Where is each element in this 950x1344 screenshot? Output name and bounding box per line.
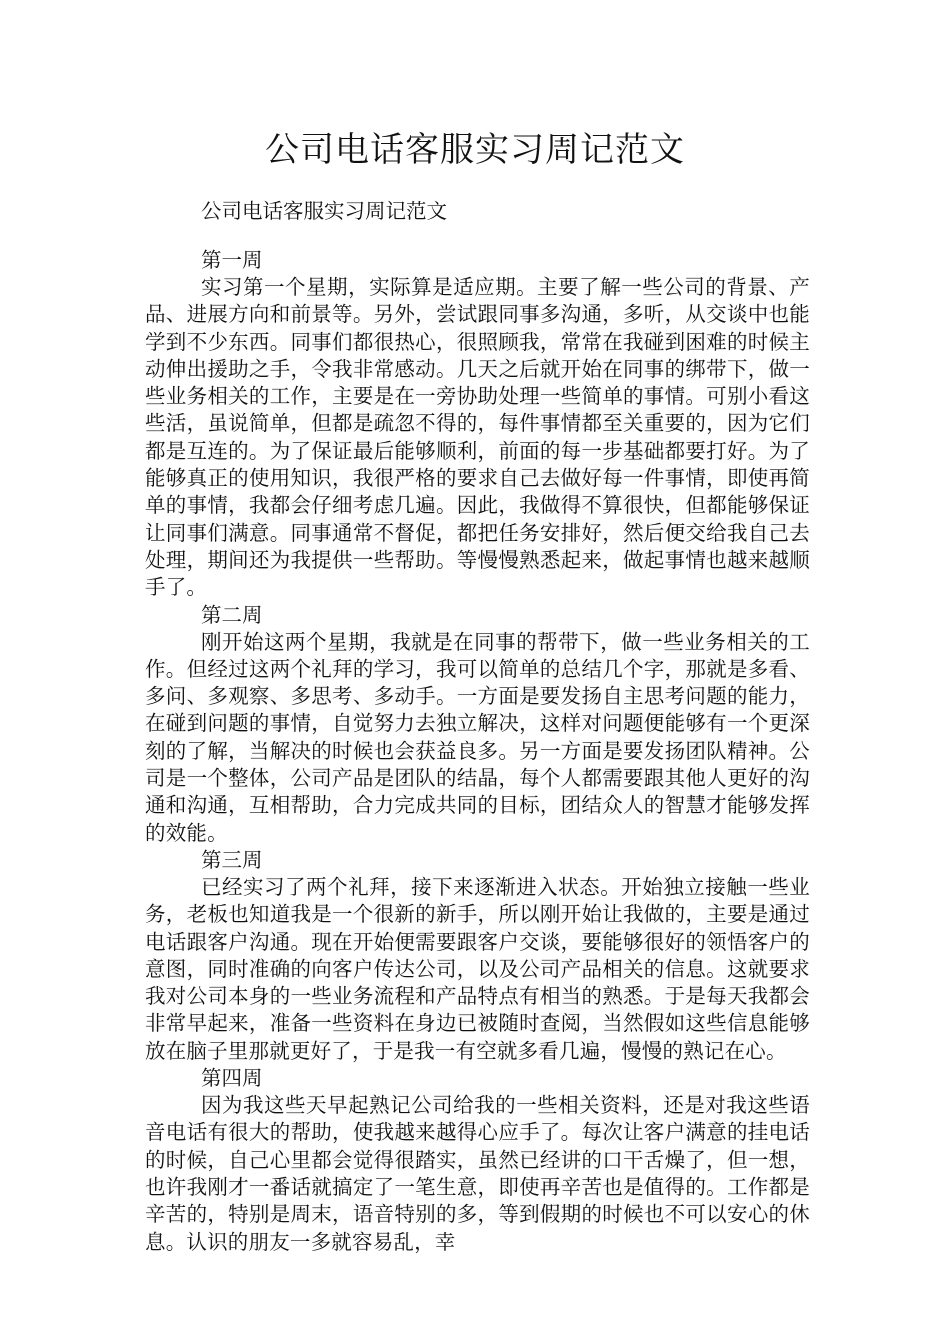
- section-week-3: [145, 847, 810, 1065]
- section-paragraph: 已经实习了两个礼拜，接下来逐渐进入状态。开始独立接触一些业务，老板也知道我是一个很新的新手，所以刚开始让我做的，主要是通过电话跟客户沟通。现在开始便需要跟客户交谈，要能够很好的领悟客户的意图，同时准确的向客户传达公司，以及公司产品相关的信息。这就要求我对公司本身的一些业务流程和产品特点有相当的熟悉。于是每天我都会非常早起来，准备一些资料在身边已被随时查阅，当然假如这些信息能够放在脑子里那就更好了，于是我一有空就多看几遍，慢慢的熟记在心。: [145, 874, 810, 1063]
- section-heading: 第一周: [201, 248, 263, 272]
- section-week-4: [145, 1065, 810, 1256]
- document-body: [145, 198, 810, 1256]
- section-heading: 第二周: [201, 602, 263, 627]
- section-week-2: [145, 602, 810, 847]
- section-paragraph: 刚开始这两个星期，我就是在同事的帮带下，做一些业务相关的工作。但经过这两个礼拜的学习，我可以简单的总结几个字，那就是多看、多问、多观察、多思考、多动手。一方面是要发扬自主思考问题的能力，在碰到问题的事情，自觉努力去独立解决，这样对问题便能够有一个更深刻的了解，当解决的时候也会获益良多。另一方面是要发扬团队精神。公司是一个整体，公司产品是团队的结晶，每个人都需要跟其他人更好的沟通和沟通，互相帮助，合力完成共同的目标，团结众人的智慧才能够发挥的效能。: [145, 629, 810, 845]
- blank-line: [145, 225, 810, 247]
- section-paragraph: 实习第一个星期，实际算是适应期。主要了解一些公司的背景、产品、进展方向和前景等。另外，尝试跟同事多沟通，多听，从交谈中也能学到不少东西。同事们都很热心，很照顾我，常常在我碰到困难的时候主动伸出援助之手，令我非常感动。几天之后就开始在同事的绑带下，做一些业务相关的工作，主要是在一旁协助处理一些简单的事情。可别小看这些活，虽说简单，但都是疏忽不得的，每件事情都至关重要的，因为它们都是互连的。为了保证最后能够顺利，前面的每一步基础都要打好。为了能够真正的使用知识，我很严格的要求自己去做好每一件事情，即使再简单的事情，我都会仔细考虑几遍。因此，我做得不算很快，但都能够保证让同事们满意。同事通常不督促，都把任务安排好，然后便交给我自己去处理，期间还为我提供一些帮助。等慢慢熟悉起来，做起事情也越来越顺手了。: [145, 275, 810, 600]
- section-heading: 第三周: [201, 847, 263, 872]
- section-week-1: [145, 247, 810, 602]
- section-heading: 第四周: [201, 1066, 263, 1091]
- page-title: 公司电话客服实习周记范文: [265, 130, 685, 170]
- section-paragraph: 因为我这些天早起熟记公司给我的一些相关资料，还是对我这些语音电话有很大的帮助，使我越来越得心应手了。每次让客户满意的挂电话的时候，自己心里都会觉得很踏实，虽然已经讲的口干舌燥了，但一想，也许我刚才一番话就搞定了一笔生意，即使再辛苦也是值得的。工作都是辛苦的，特别是周末，语音特别的多，等到假期的时候也不可以安心的休息。认识的朋友一多就容易乱，幸: [145, 1093, 810, 1254]
- document-subtitle: 公司电话客服实习周记范文: [201, 199, 447, 223]
